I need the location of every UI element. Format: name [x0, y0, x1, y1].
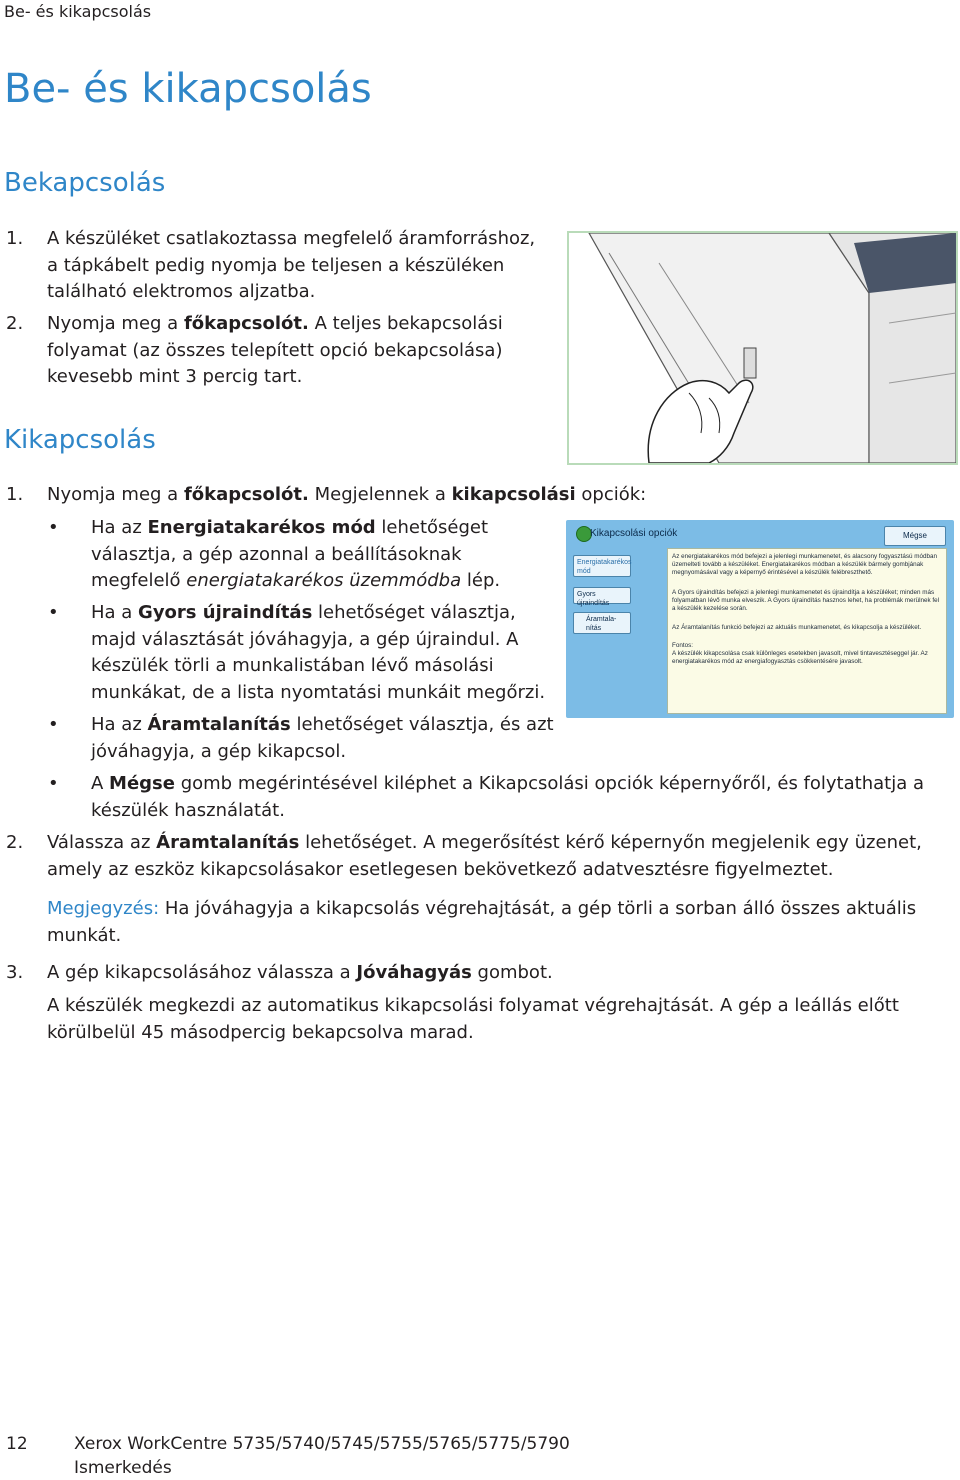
footer-chapter: Ismerkedés	[74, 1458, 172, 1478]
quick-restart-button[interactable]: Gyors újraindítás	[573, 587, 631, 604]
info-text: Az Áramtalanítás funkció befejezi az aktuális munkamenetet, és kikapcsolja a készüléket.	[672, 624, 922, 631]
text-line: a tápkábelt pedig nyomja be teljesen a készüléken	[47, 254, 505, 276]
step-paragraph: A készülék megkezdi az automatikus kikapcsolási folyamat végrehajtását. A gép a leállás előtt körülbelül 45 másodpercig bekapcsolva marad.	[47, 995, 899, 1043]
bullet-dot: •	[48, 517, 59, 538]
step-text	[47, 311, 567, 391]
power-switch-illustration	[567, 231, 958, 465]
text-line: található elektromos aljzatba.	[47, 281, 316, 302]
step-text: Nyomja meg a főkapcsolót. Megjelennek a kikapcsolási opciók:	[47, 484, 647, 505]
text-line: folyamat (az összes telepített opció bekapcsolása)	[47, 339, 503, 361]
bullet-dot: •	[48, 602, 59, 623]
bullet-dot: •	[48, 773, 59, 794]
footer-product: Xerox WorkCentre 5735/5740/5745/5755/5765/5775/5790	[74, 1434, 570, 1454]
info-text: A Gyors újraindítás befejezi a jelenlegi munkamenetet és újraindítja a készüléket; minden más folyamatban lévő munka elveszik. A Gyors újraindítás hasznos lehet, ha problémák merülnek fel a készülék kezelése során.	[672, 589, 940, 612]
bullet-text: Ha a Gyors újraindítás lehetőséget választja, majd választását jóváhagyja, a gép újraindul. A készülék törli a munkalistában lévő másolási munkákat, de a lista nyomtatási munkáit megőrzi.	[91, 602, 546, 703]
power-down-button[interactable]: Áramtala- nítás	[573, 612, 631, 634]
note-label: Megjegyzés:	[47, 898, 160, 919]
screen-title: Kikapcsolási opciók	[590, 528, 678, 539]
note: Megjegyzés: Ha jóváhagyja a kikapcsolás végrehajtását, a gép törli a sorban álló összes aktuális munkát.	[47, 898, 917, 946]
text-line: A készüléket csatlakoztassa megfelelő áramforráshoz,	[47, 228, 536, 249]
section-heading-kikapcsolas: Kikapcsolás	[4, 425, 156, 455]
step-number: 2.	[6, 313, 24, 334]
step-number: 2.	[6, 832, 24, 853]
info-text: Fontos: A készülék kikapcsolása csak különleges esetekben javasolt, mivel tintavesztéseggel jár. Az energiatakarékos mód az energiafogyasztás csökkentésére javasolt.	[672, 642, 928, 665]
bullet-dot: •	[48, 714, 59, 735]
step-number: 3.	[6, 962, 24, 983]
step-number: 1.	[6, 484, 24, 505]
step-text: Válassza az Áramtalanítás lehetőséget. A megerősítést kérő képernyőn megjelenik egy üzenet, amely az eszköz kikapcsolásakor esetlegesen bekövetkező adatvesztésre figyelmeztet.	[47, 832, 922, 880]
step-text: A gép kikapcsolásához válassza a Jóváhagyás gombot.	[47, 962, 553, 983]
bullet-text: A Mégse gomb megérintésével kiléphet a Kikapcsolási opciók képernyőről, és folytathatja a készülék használatát.	[91, 773, 924, 821]
bullet-text: Ha az Energiatakarékos mód lehetőséget választja, a gép azonnal a beállításoknak megfelelő energiatakarékos üzemmódba lép.	[91, 517, 501, 591]
text-line: kevesebb mint 3 percig tart.	[47, 366, 303, 387]
cancel-button[interactable]: Mégse	[884, 526, 946, 546]
text-line: Nyomja meg a főkapcsolót. A teljes bekapcsolási	[47, 313, 503, 334]
energy-saver-button[interactable]: Energiatakarékos mód	[573, 555, 631, 577]
bullet-text: Ha az Áramtalanítás lehetőséget választja, és azt jóváhagyja, a gép kikapcsol.	[91, 714, 554, 762]
info-text: Az energiatakarékos mód befejezi a jelenlegi munkamenetet, és alacsony fogyasztású módban üzemelteti tovább a készüléket. Energiatakarékos módban a készülék bármely gombjának megnyomásával vagy a képernyő érintésével a készülék felébreszthető.	[672, 553, 937, 576]
step-number: 1.	[6, 228, 24, 249]
step-text	[47, 226, 567, 306]
page-title: Be- és kikapcsolás	[4, 66, 372, 112]
running-header: Be- és kikapcsolás	[4, 2, 152, 21]
page-number: 12	[6, 1434, 28, 1454]
section-heading-bekapcsolas: Bekapcsolás	[4, 168, 166, 198]
